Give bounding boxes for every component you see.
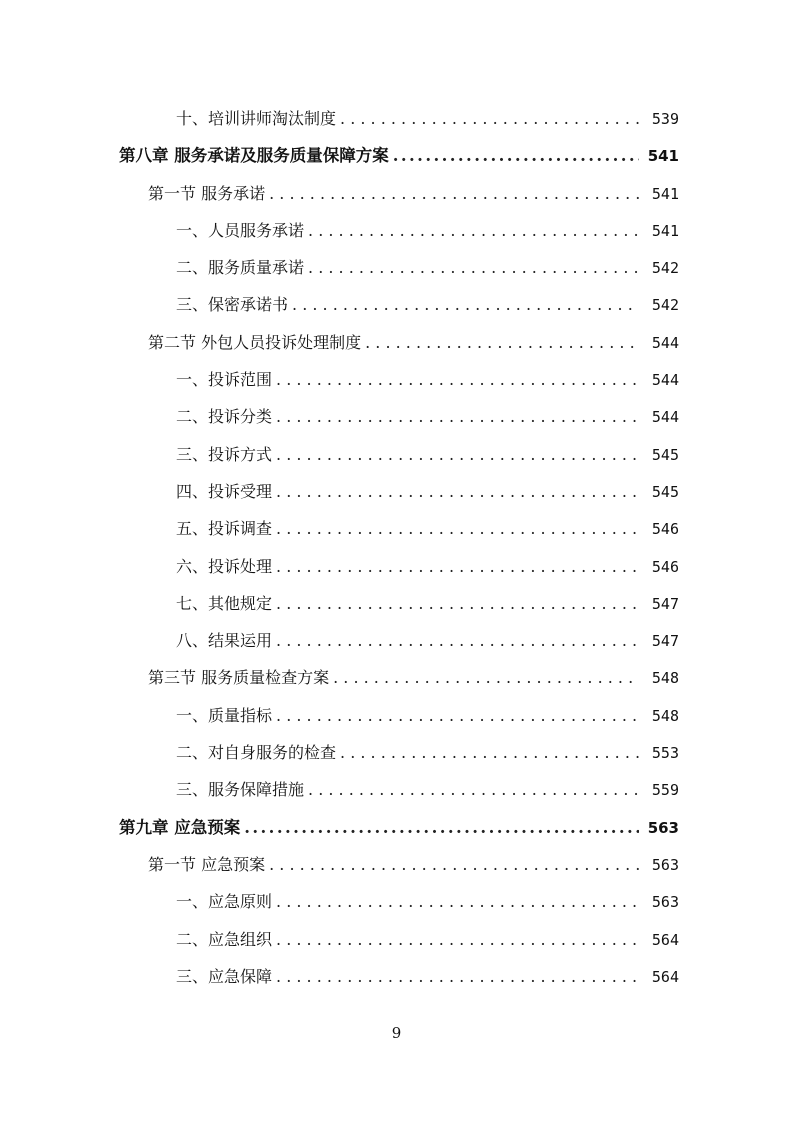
toc-entry-title: 第一节 服务承诺	[148, 183, 266, 203]
toc-entry-page: 545	[651, 445, 679, 464]
toc-subsection-entry[interactable]	[0, 286, 793, 323]
toc-subsection-entry[interactable]	[0, 548, 793, 585]
dot-leader	[276, 958, 639, 995]
dot-leader	[340, 100, 639, 137]
toc-entry-title: 六、投诉处理	[176, 556, 273, 576]
toc-subsection-entry[interactable]	[0, 510, 793, 547]
toc-entry-page: 547	[651, 594, 679, 613]
toc-entry-page: 563	[651, 855, 679, 874]
dot-leader	[276, 436, 639, 473]
dot-leader	[292, 286, 639, 323]
dot-leader	[333, 659, 639, 696]
toc-entry-title: 一、质量指标	[176, 705, 273, 725]
toc-chapter-entry[interactable]	[0, 137, 793, 174]
dot-leader	[276, 622, 639, 659]
toc-entry-page: 541	[647, 147, 679, 166]
toc-entry-title: 二、投诉分类	[176, 407, 273, 427]
toc-entry-title: 三、投诉方式	[176, 444, 273, 464]
toc-entry-page: 544	[651, 371, 679, 390]
dot-leader	[365, 324, 639, 361]
toc-entry-page: 547	[651, 632, 679, 651]
toc-subsection-entry[interactable]	[0, 883, 793, 920]
dot-leader	[340, 734, 639, 771]
toc-subsection-entry[interactable]	[0, 585, 793, 622]
toc-subsection-entry[interactable]	[0, 212, 793, 249]
toc-entry-title: 三、服务保障措施	[176, 780, 305, 800]
dot-leader	[276, 473, 639, 510]
dot-leader	[276, 697, 639, 734]
toc-entry-page: 541	[651, 221, 679, 240]
toc-subsection-entry[interactable]	[0, 622, 793, 659]
dot-leader	[244, 809, 639, 846]
toc-subsection-entry[interactable]	[0, 436, 793, 473]
dot-leader	[276, 510, 639, 547]
toc-entry-page: 564	[651, 967, 679, 986]
toc-entry-title: 五、投诉调查	[176, 519, 273, 539]
toc-entry-page: 545	[651, 482, 679, 501]
table-of-contents	[0, 100, 793, 995]
toc-subsection-entry[interactable]	[0, 921, 793, 958]
toc-entry-page: 546	[651, 557, 679, 576]
toc-subsection-entry[interactable]	[0, 771, 793, 808]
toc-entry-page: 546	[651, 520, 679, 539]
dot-leader	[276, 398, 639, 435]
toc-section-entry[interactable]	[0, 324, 793, 361]
toc-subsection-entry[interactable]	[0, 958, 793, 995]
toc-chapter-entry[interactable]	[0, 809, 793, 846]
dot-leader	[308, 771, 639, 808]
toc-entry-page: 563	[647, 818, 679, 837]
dot-leader	[393, 137, 639, 174]
toc-entry-page: 544	[651, 333, 679, 352]
toc-entry-title: 十、培训讲师淘汰制度	[176, 109, 337, 128]
dot-leader	[276, 883, 639, 920]
toc-section-entry[interactable]	[0, 846, 793, 883]
toc-subsection-entry[interactable]	[0, 249, 793, 286]
toc-entry-title: 第三节 服务质量检查方案	[148, 668, 330, 688]
toc-entry-page: 563	[651, 893, 679, 912]
toc-entry-title: 一、投诉范围	[176, 370, 273, 390]
toc-subsection-entry[interactable]	[0, 100, 793, 137]
toc-entry-title: 一、人员服务承诺	[176, 220, 305, 240]
toc-entry-title: 四、投诉受理	[176, 481, 273, 501]
toc-entry-title: 第八章 服务承诺及服务质量保障方案	[119, 146, 389, 166]
toc-entry-page: 541	[651, 184, 679, 203]
toc-subsection-entry[interactable]	[0, 734, 793, 771]
dot-leader	[308, 249, 639, 286]
toc-subsection-entry[interactable]	[0, 398, 793, 435]
dot-leader	[276, 361, 639, 398]
toc-subsection-entry[interactable]	[0, 697, 793, 734]
toc-entry-page: 539	[651, 110, 679, 128]
toc-entry-title: 第一节 应急预案	[148, 854, 266, 874]
toc-entry-title: 第二节 外包人员投诉处理制度	[148, 332, 362, 352]
toc-entry-title: 三、应急保障	[176, 966, 273, 986]
toc-entry-title: 三、保密承诺书	[176, 295, 289, 315]
toc-entry-page: 548	[651, 669, 679, 688]
toc-entry-title: 七、其他规定	[176, 593, 273, 613]
toc-subsection-entry[interactable]	[0, 473, 793, 510]
dot-leader	[308, 212, 639, 249]
page-number: 9	[391, 1024, 402, 1042]
toc-entry-title: 二、应急组织	[176, 929, 273, 949]
toc-section-entry[interactable]	[0, 659, 793, 696]
toc-entry-title: 一、应急原则	[176, 892, 273, 912]
toc-entry-page: 553	[651, 744, 679, 763]
toc-entry-title: 二、服务质量承诺	[176, 258, 305, 278]
toc-subsection-entry[interactable]	[0, 361, 793, 398]
toc-entry-title: 二、对自身服务的检查	[176, 743, 337, 763]
toc-entry-page: 559	[651, 781, 679, 800]
toc-entry-page: 542	[651, 259, 679, 278]
dot-leader	[269, 175, 639, 212]
toc-entry-page: 564	[651, 930, 679, 949]
toc-entry-page: 544	[651, 408, 679, 427]
dot-leader	[276, 921, 639, 958]
dot-leader	[269, 846, 639, 883]
toc-entry-title: 八、结果运用	[176, 631, 273, 651]
toc-section-entry[interactable]	[0, 175, 793, 212]
toc-entry-page: 542	[651, 296, 679, 315]
dot-leader	[276, 548, 639, 585]
dot-leader	[276, 585, 639, 622]
toc-entry-page: 548	[651, 706, 679, 725]
toc-entry-title: 第九章 应急预案	[119, 817, 241, 837]
